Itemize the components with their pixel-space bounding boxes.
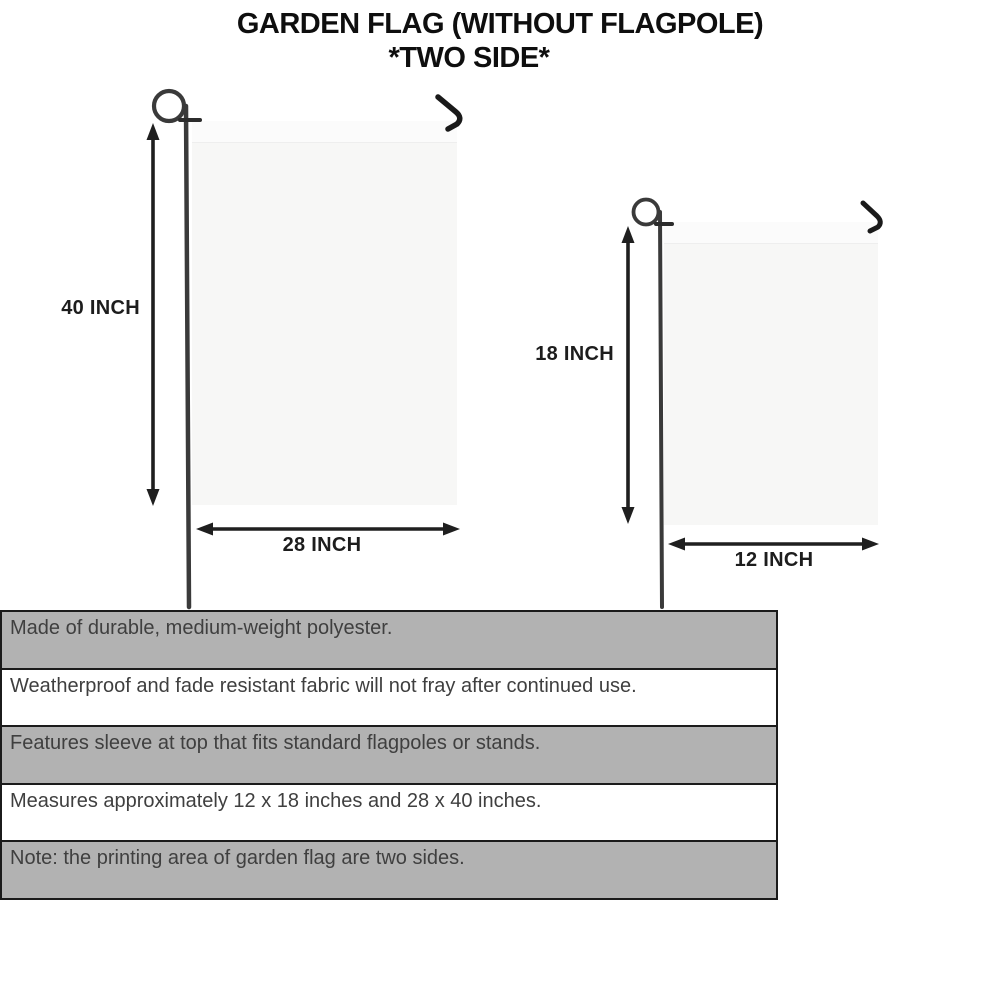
large-flag-height-label: 40 INCH (61, 297, 140, 319)
small-flag-height-label: 18 INCH (535, 343, 614, 365)
product-features-table (0, 610, 778, 900)
large-flag (192, 121, 457, 505)
small-flag-width-label: 12 INCH (734, 549, 814, 571)
page-title: GARDEN FLAG (WITHOUT FLAGPOLE) (236, 8, 764, 40)
large-flag-sleeve (192, 121, 457, 143)
large-flag-height-arrow (147, 123, 160, 506)
feature-row: Features sleeve at top that fits standard flagpoles or stands. (2, 725, 776, 783)
feature-row: Measures approximately 12 x 18 inches and 28 x 40 inches. (2, 783, 776, 841)
page-title-block (0, 5, 1000, 73)
small-flag-height-arrow (622, 226, 635, 524)
large-flag-pole-shaft (186, 106, 189, 607)
feature-row: Weatherproof and fade resistant fabric will not fray after continued use. (2, 668, 776, 726)
feature-row: Note: the printing area of garden flag are two sides. (2, 840, 776, 898)
small-flag-pole-shaft (660, 212, 662, 607)
large-flag-pole-loop-icon (154, 91, 184, 121)
large-flag-width-label: 28 INCH (282, 534, 362, 556)
page-subtitle: *TWO SIDE* (388, 42, 550, 74)
small-flag-sleeve (664, 222, 878, 244)
feature-row: Made of durable, medium-weight polyester. (2, 612, 776, 668)
small-flag-pole-loop-icon (634, 200, 659, 225)
small-flag (664, 222, 878, 525)
